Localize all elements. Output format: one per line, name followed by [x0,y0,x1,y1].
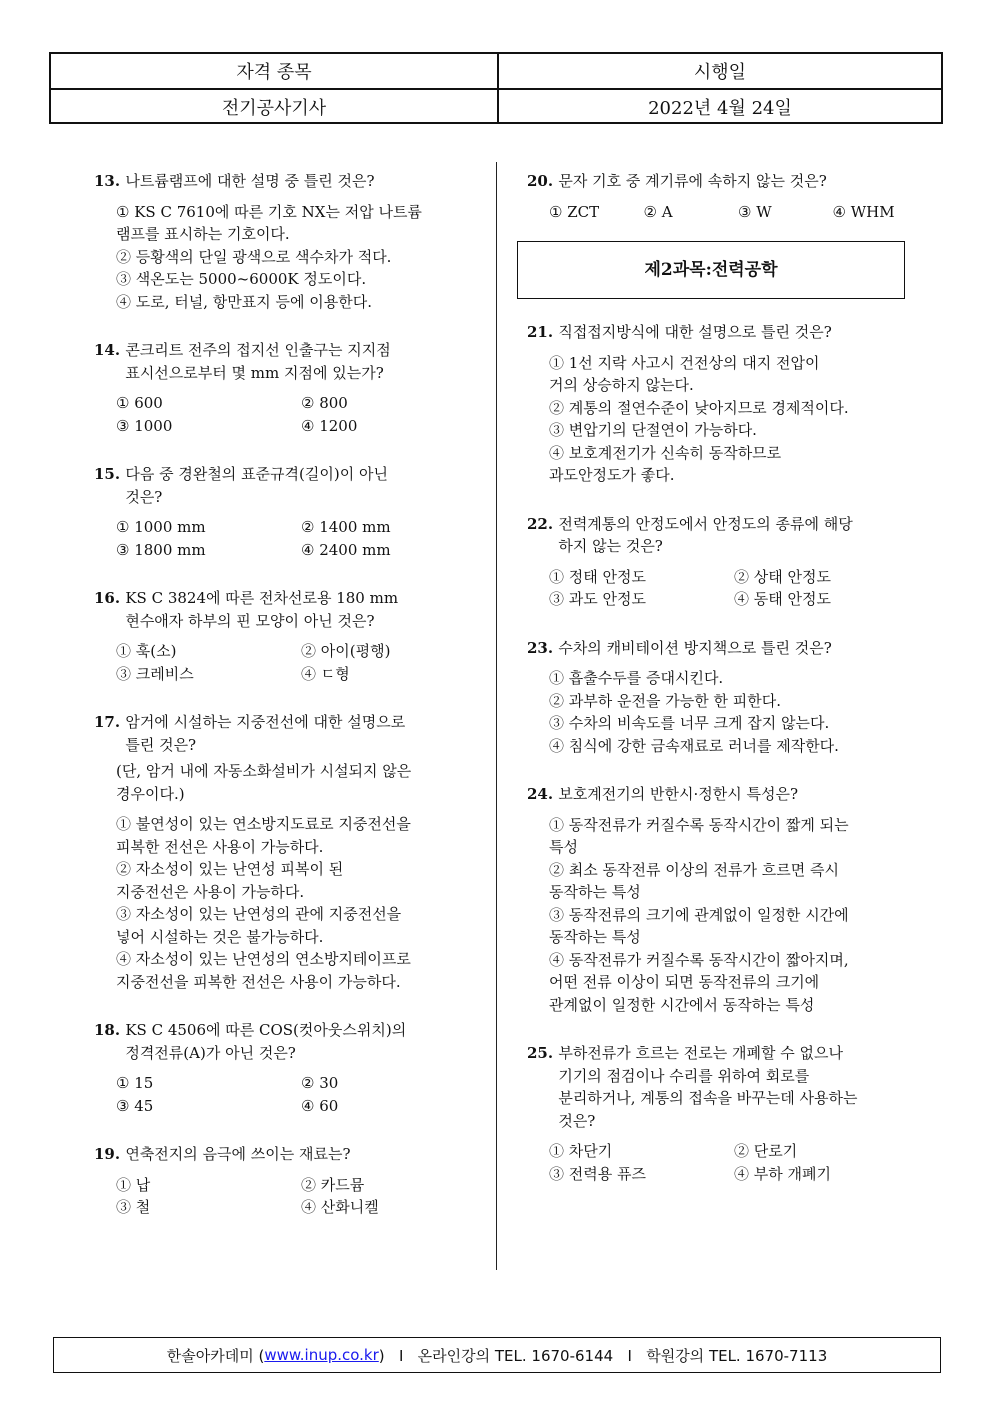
option: ① 1000 mm [116,518,206,536]
option: ① 1선 지락 사고시 건전상의 대지 전압이 거의 상승하지 않는다. [549,353,820,394]
question-text: 콘크리트 전주의 접지선 인출구는 지지점 표시선으로부터 몇 mm 지점에 있는가? [125,341,391,382]
header-row-labels [51,54,941,88]
question-24 [527,783,927,1016]
question-16 [94,587,484,685]
option: ② 계통의 절연수준이 낮아지므로 경제적이다. [549,398,849,417]
question-22 [527,513,927,611]
header-table [49,52,943,124]
question-note: (단, 암거 내에 자동소화설비가 시설되지 않은 경우이다.) [116,762,412,803]
question-number: 16. [94,589,126,607]
option: ④ 자소성이 있는 난연성의 연소방지테이프로 지중전선을 피복한 전선은 사용이 가능하다. [116,950,411,991]
footer-bar [53,1337,941,1373]
question-text: 암거에 시설하는 지중전선에 대한 설명으로 틀린 것은? [125,713,406,754]
header-cert-value: 전기공사기사 [221,98,327,119]
option: ② 카드뮴 [301,1175,365,1194]
option: ④ 60 [301,1096,339,1115]
question-20 [527,170,927,223]
question-14 [94,339,484,437]
question-text: 연축전지의 음극에 쓰이는 재료는? [125,1145,351,1163]
question-number: 24. [527,785,559,803]
question-text: KS C 3824에 따른 전차선로용 180 mm 현수애자 하부의 핀 모양이 아닌 것은? [125,589,399,630]
option: ① 차단기 [549,1142,613,1160]
option: ③ 1000 [116,416,173,435]
right-column [527,170,927,1211]
option: ① 훅(소) [116,642,177,660]
option: ① ZCT [549,202,600,221]
option: ④ 동태 안정도 [734,590,831,608]
option: ④ ㄷ형 [301,664,350,683]
question-number: 17. [94,713,126,731]
header-row-values [51,88,941,124]
question-number: 20. [527,172,559,190]
question-17 [94,711,484,993]
left-column [94,170,484,1245]
question-25 [527,1042,927,1185]
option: ④ 보호계전기가 신속히 동작하므로 과도안정도가 좋다. [549,443,782,484]
option: ② A [643,202,673,221]
option: ② 과부하 운전을 가능한 한 피한다. [549,691,781,710]
option: ① 600 [116,394,163,412]
option: ③ W [738,202,772,221]
option: ④ WHM [832,202,895,221]
option: ② 단로기 [734,1142,798,1160]
question-21 [527,321,927,487]
section-title: 제2과목:전력공학 [517,241,905,299]
option: ② 자소성이 있는 난연성 피복이 된 지중전선은 사용이 가능하다. [116,860,344,901]
option: ③ 자소성이 있는 난연성의 관에 지중전선을 넣어 시설하는 것은 불가능하다. [116,905,402,946]
question-18 [94,1019,484,1117]
option: ① KS C 7610에 따른 기호 NX는 저압 나트륨 램프를 표시하는 기호이다. [116,202,422,243]
option: ② 최소 동작전류 이상의 전류가 흐르면 즉시 동작하는 특성 [549,860,839,901]
option: ① 납 [116,1175,151,1194]
option: ③ 동작전류의 크기에 관계없이 일정한 시간에 동작하는 특성 [549,905,849,946]
question-number: 23. [527,638,559,657]
option: ② 1400 mm [301,518,391,536]
option: ③ 철 [116,1198,151,1216]
footer-academy-name: 한솔아카데미 ( [166,1346,265,1365]
column-divider [496,162,497,1270]
option: ① 정태 안정도 [549,567,646,586]
option: ① 흡출수두를 증대시킨다. [549,669,724,687]
question-text: 전력계통의 안정도에서 안정도의 종류에 해당 하지 않는 것은? [558,514,853,555]
question-number: 15. [94,465,126,483]
option: ② 30 [301,1074,339,1092]
question-text: 보호계전기의 반한시·정한시 특성은? [558,785,799,803]
footer-website-link[interactable]: www.inup.co.kr [264,1346,379,1364]
option: ④ 동작전류가 커질수록 동작시간이 짧아지며, 어떤 전류 이상이 되면 동작전류의 크기에 관계없이 일정한 시간에서 동작하는 특성 [549,950,849,1014]
question-text: 수차의 캐비테이션 방지책으로 틀린 것은? [558,638,832,657]
question-text: 문자 기호 중 계기류에 속하지 않는 것은? [558,172,827,190]
option: ④ 도로, 터널, 항만표지 등에 이용한다. [116,292,373,311]
option: ② 아이(평행) [301,642,391,660]
question-text: KS C 4506에 따른 COS(컷아웃스위치)의 정격전류(A)가 아닌 것은? [125,1021,407,1062]
header-date-value: 2022년 4월 24일 [497,90,941,124]
option: ③ 색온도는 5000~6000K 정도이다. [116,270,367,288]
question-text: 부하전류가 흐르는 전로는 개폐할 수 없으나 기기의 점검이나 수리를 위하여 회로를 분리하거나, 계통의 접속을 바꾸는데 사용하는 것은? [558,1044,858,1130]
option: ③ 1800 mm [116,540,206,559]
option: ① 15 [116,1074,154,1092]
question-19 [94,1143,484,1219]
header-cert-label: 자격 종목 [236,62,312,83]
option: ④ 2400 mm [301,540,391,559]
question-text: 직접접지방식에 대한 설명으로 틀린 것은? [558,323,832,341]
option: ③ 변압기의 단절연이 가능하다. [549,421,757,439]
option: ③ 45 [116,1096,154,1115]
option: ① 동작전류가 커질수록 동작시간이 짧게 되는 특성 [549,815,849,856]
question-number: 19. [94,1145,126,1163]
option: ③ 과도 안정도 [549,590,646,608]
question-number: 21. [527,323,559,341]
option: ④ 침식에 강한 금속재료로 러너를 제작한다. [549,736,839,755]
option: ④ 부하 개폐기 [734,1164,831,1183]
question-number: 18. [94,1021,126,1039]
question-number: 13. [94,172,126,190]
option: ② 등황색의 단일 광색으로 색수차가 적다. [116,247,392,266]
question-13 [94,170,484,313]
question-number: 25. [527,1044,559,1062]
question-text: 다음 중 경완철의 표준규격(길이)이 아닌 것은? [125,465,388,506]
option: ③ 전력용 퓨즈 [549,1164,646,1183]
option: ③ 크레비스 [116,664,194,683]
header-date-label: 시행일 [497,54,941,88]
option: ④ 산화니켈 [301,1198,379,1216]
question-15 [94,463,484,561]
option: ③ 수차의 비속도를 너무 크게 잡지 않는다. [549,714,830,732]
question-number: 22. [527,514,559,533]
option: ② 상태 안정도 [734,567,831,586]
question-text: 나트륨램프에 대한 설명 중 틀린 것은? [125,172,375,190]
option: ① 불연성이 있는 연소방지도료로 지중전선을 피복한 전선은 사용이 가능하다. [116,815,411,856]
question-23 [527,637,927,758]
option: ④ 1200 [301,416,358,435]
option: ② 800 [301,394,348,412]
question-number: 14. [94,341,126,359]
footer-contact-info: ) I 온라인강의 TEL. 1670-6144 I 학원강의 TEL. 1670-7113 [378,1346,828,1365]
